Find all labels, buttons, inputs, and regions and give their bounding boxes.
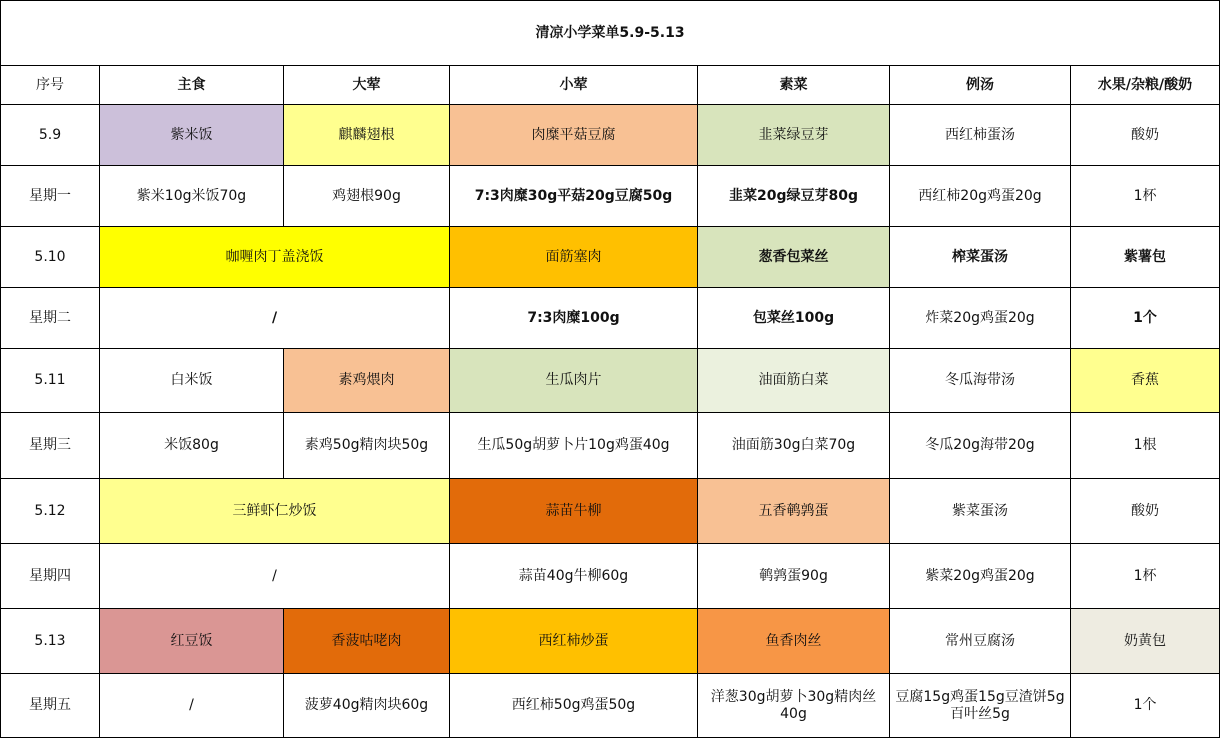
spec-row-monday	[1, 166, 1220, 227]
soup-cell: 榨菜蛋汤	[890, 227, 1071, 288]
soup-cell: 常州豆腐汤	[890, 609, 1071, 674]
big-meat-cell: 麒麟翅根	[284, 105, 450, 166]
header-staple: 主食	[100, 66, 284, 105]
staple-cell: 紫米饭	[100, 105, 284, 166]
title-row	[1, 1, 1220, 66]
vegetable-spec-cell: 洋葱30g胡萝卜30g精肉丝40g	[698, 674, 890, 738]
extra-spec-cell: 1个	[1071, 674, 1220, 738]
big-meat-cell: 素鸡煨肉	[284, 349, 450, 413]
spec-row-tuesday	[1, 288, 1220, 349]
big-meat-spec-cell: 素鸡50g精肉块50g	[284, 413, 450, 479]
small-meat-spec-cell: 西红柿50g鸡蛋50g	[450, 674, 698, 738]
weekday-cell: 星期四	[1, 544, 100, 609]
header-big-meat: 大荤	[284, 66, 450, 105]
extra-spec-cell: 1根	[1071, 413, 1220, 479]
date-cell: 5.10	[1, 227, 100, 288]
soup-spec-cell: 冬瓜20g海带20g	[890, 413, 1071, 479]
small-meat-spec-cell: 7:3肉糜30g平菇20g豆腐50g	[450, 166, 698, 227]
soup-spec-cell: 西红柿20g鸡蛋20g	[890, 166, 1071, 227]
date-cell: 5.12	[1, 479, 100, 544]
small-meat-spec-cell: 7:3肉糜100g	[450, 288, 698, 349]
dish-row-5-10	[1, 227, 1220, 288]
header-vegetable: 素菜	[698, 66, 890, 105]
spec-row-thursday	[1, 544, 1220, 609]
vegetable-cell: 葱香包菜丝	[698, 227, 890, 288]
extra-cell: 紫薯包	[1071, 227, 1220, 288]
small-meat-cell: 蒜苗牛柳	[450, 479, 698, 544]
header-extra: 水果/杂粮/酸奶	[1071, 66, 1220, 105]
soup-spec-cell: 炸菜20g鸡蛋20g	[890, 288, 1071, 349]
date-cell: 5.13	[1, 609, 100, 674]
staple-cell: 三鲜虾仁炒饭	[100, 479, 450, 544]
vegetable-cell: 油面筋白菜	[698, 349, 890, 413]
staple-spec-cell: 米饭80g	[100, 413, 284, 479]
staple-cell: 咖喱肉丁盖浇饭	[100, 227, 450, 288]
staple-cell: 白米饭	[100, 349, 284, 413]
menu-title: 清凉小学菜单5.9-5.13	[1, 1, 1220, 66]
weekday-cell: 星期一	[1, 166, 100, 227]
header-small-meat: 小荤	[450, 66, 698, 105]
header-soup: 例汤	[890, 66, 1071, 105]
header-index: 序号	[1, 66, 100, 105]
staple-spec-cell: 紫米10g米饭70g	[100, 166, 284, 227]
small-meat-cell: 西红柿炒蛋	[450, 609, 698, 674]
small-meat-cell: 面筋塞肉	[450, 227, 698, 288]
header-row	[1, 66, 1220, 105]
soup-cell: 西红柿蛋汤	[890, 105, 1071, 166]
small-meat-spec-cell: 蒜苗40g牛柳60g	[450, 544, 698, 609]
soup-cell: 紫菜蛋汤	[890, 479, 1071, 544]
small-meat-cell: 生瓜肉片	[450, 349, 698, 413]
extra-cell: 奶黄包	[1071, 609, 1220, 674]
soup-spec-cell: 紫菜20g鸡蛋20g	[890, 544, 1071, 609]
dish-row-5-9	[1, 105, 1220, 166]
soup-spec-cell: 豆腐15g鸡蛋15g豆渣饼5g百叶丝5g	[890, 674, 1071, 738]
staple-spec-cell: /	[100, 674, 284, 738]
date-cell: 5.11	[1, 349, 100, 413]
weekday-cell: 星期五	[1, 674, 100, 738]
dish-row-5-11	[1, 349, 1220, 413]
extra-spec-cell: 1杯	[1071, 166, 1220, 227]
soup-cell: 冬瓜海带汤	[890, 349, 1071, 413]
weekday-cell: 星期二	[1, 288, 100, 349]
vegetable-spec-cell: 油面筋30g白菜70g	[698, 413, 890, 479]
weekday-cell: 星期三	[1, 413, 100, 479]
spec-row-friday	[1, 674, 1220, 738]
vegetable-cell: 韭菜绿豆芽	[698, 105, 890, 166]
spec-row-wednesday	[1, 413, 1220, 479]
extra-spec-cell: 1个	[1071, 288, 1220, 349]
staple-spec-cell: /	[100, 288, 450, 349]
date-cell: 5.9	[1, 105, 100, 166]
big-meat-spec-cell: 菠萝40g精肉块60g	[284, 674, 450, 738]
staple-spec-cell: /	[100, 544, 450, 609]
dish-row-5-13	[1, 609, 1220, 674]
dish-row-5-12	[1, 479, 1220, 544]
extra-spec-cell: 1杯	[1071, 544, 1220, 609]
vegetable-spec-cell: 包菜丝100g	[698, 288, 890, 349]
staple-cell: 红豆饭	[100, 609, 284, 674]
vegetable-cell: 五香鹌鹑蛋	[698, 479, 890, 544]
big-meat-cell: 香菠咕咾肉	[284, 609, 450, 674]
vegetable-cell: 鱼香肉丝	[698, 609, 890, 674]
big-meat-spec-cell: 鸡翅根90g	[284, 166, 450, 227]
small-meat-spec-cell: 生瓜50g胡萝卜片10g鸡蛋40g	[450, 413, 698, 479]
small-meat-cell: 肉糜平菇豆腐	[450, 105, 698, 166]
extra-cell: 酸奶	[1071, 479, 1220, 544]
vegetable-spec-cell: 鹌鹑蛋90g	[698, 544, 890, 609]
extra-cell: 酸奶	[1071, 105, 1220, 166]
extra-cell: 香蕉	[1071, 349, 1220, 413]
vegetable-spec-cell: 韭菜20g绿豆芽80g	[698, 166, 890, 227]
